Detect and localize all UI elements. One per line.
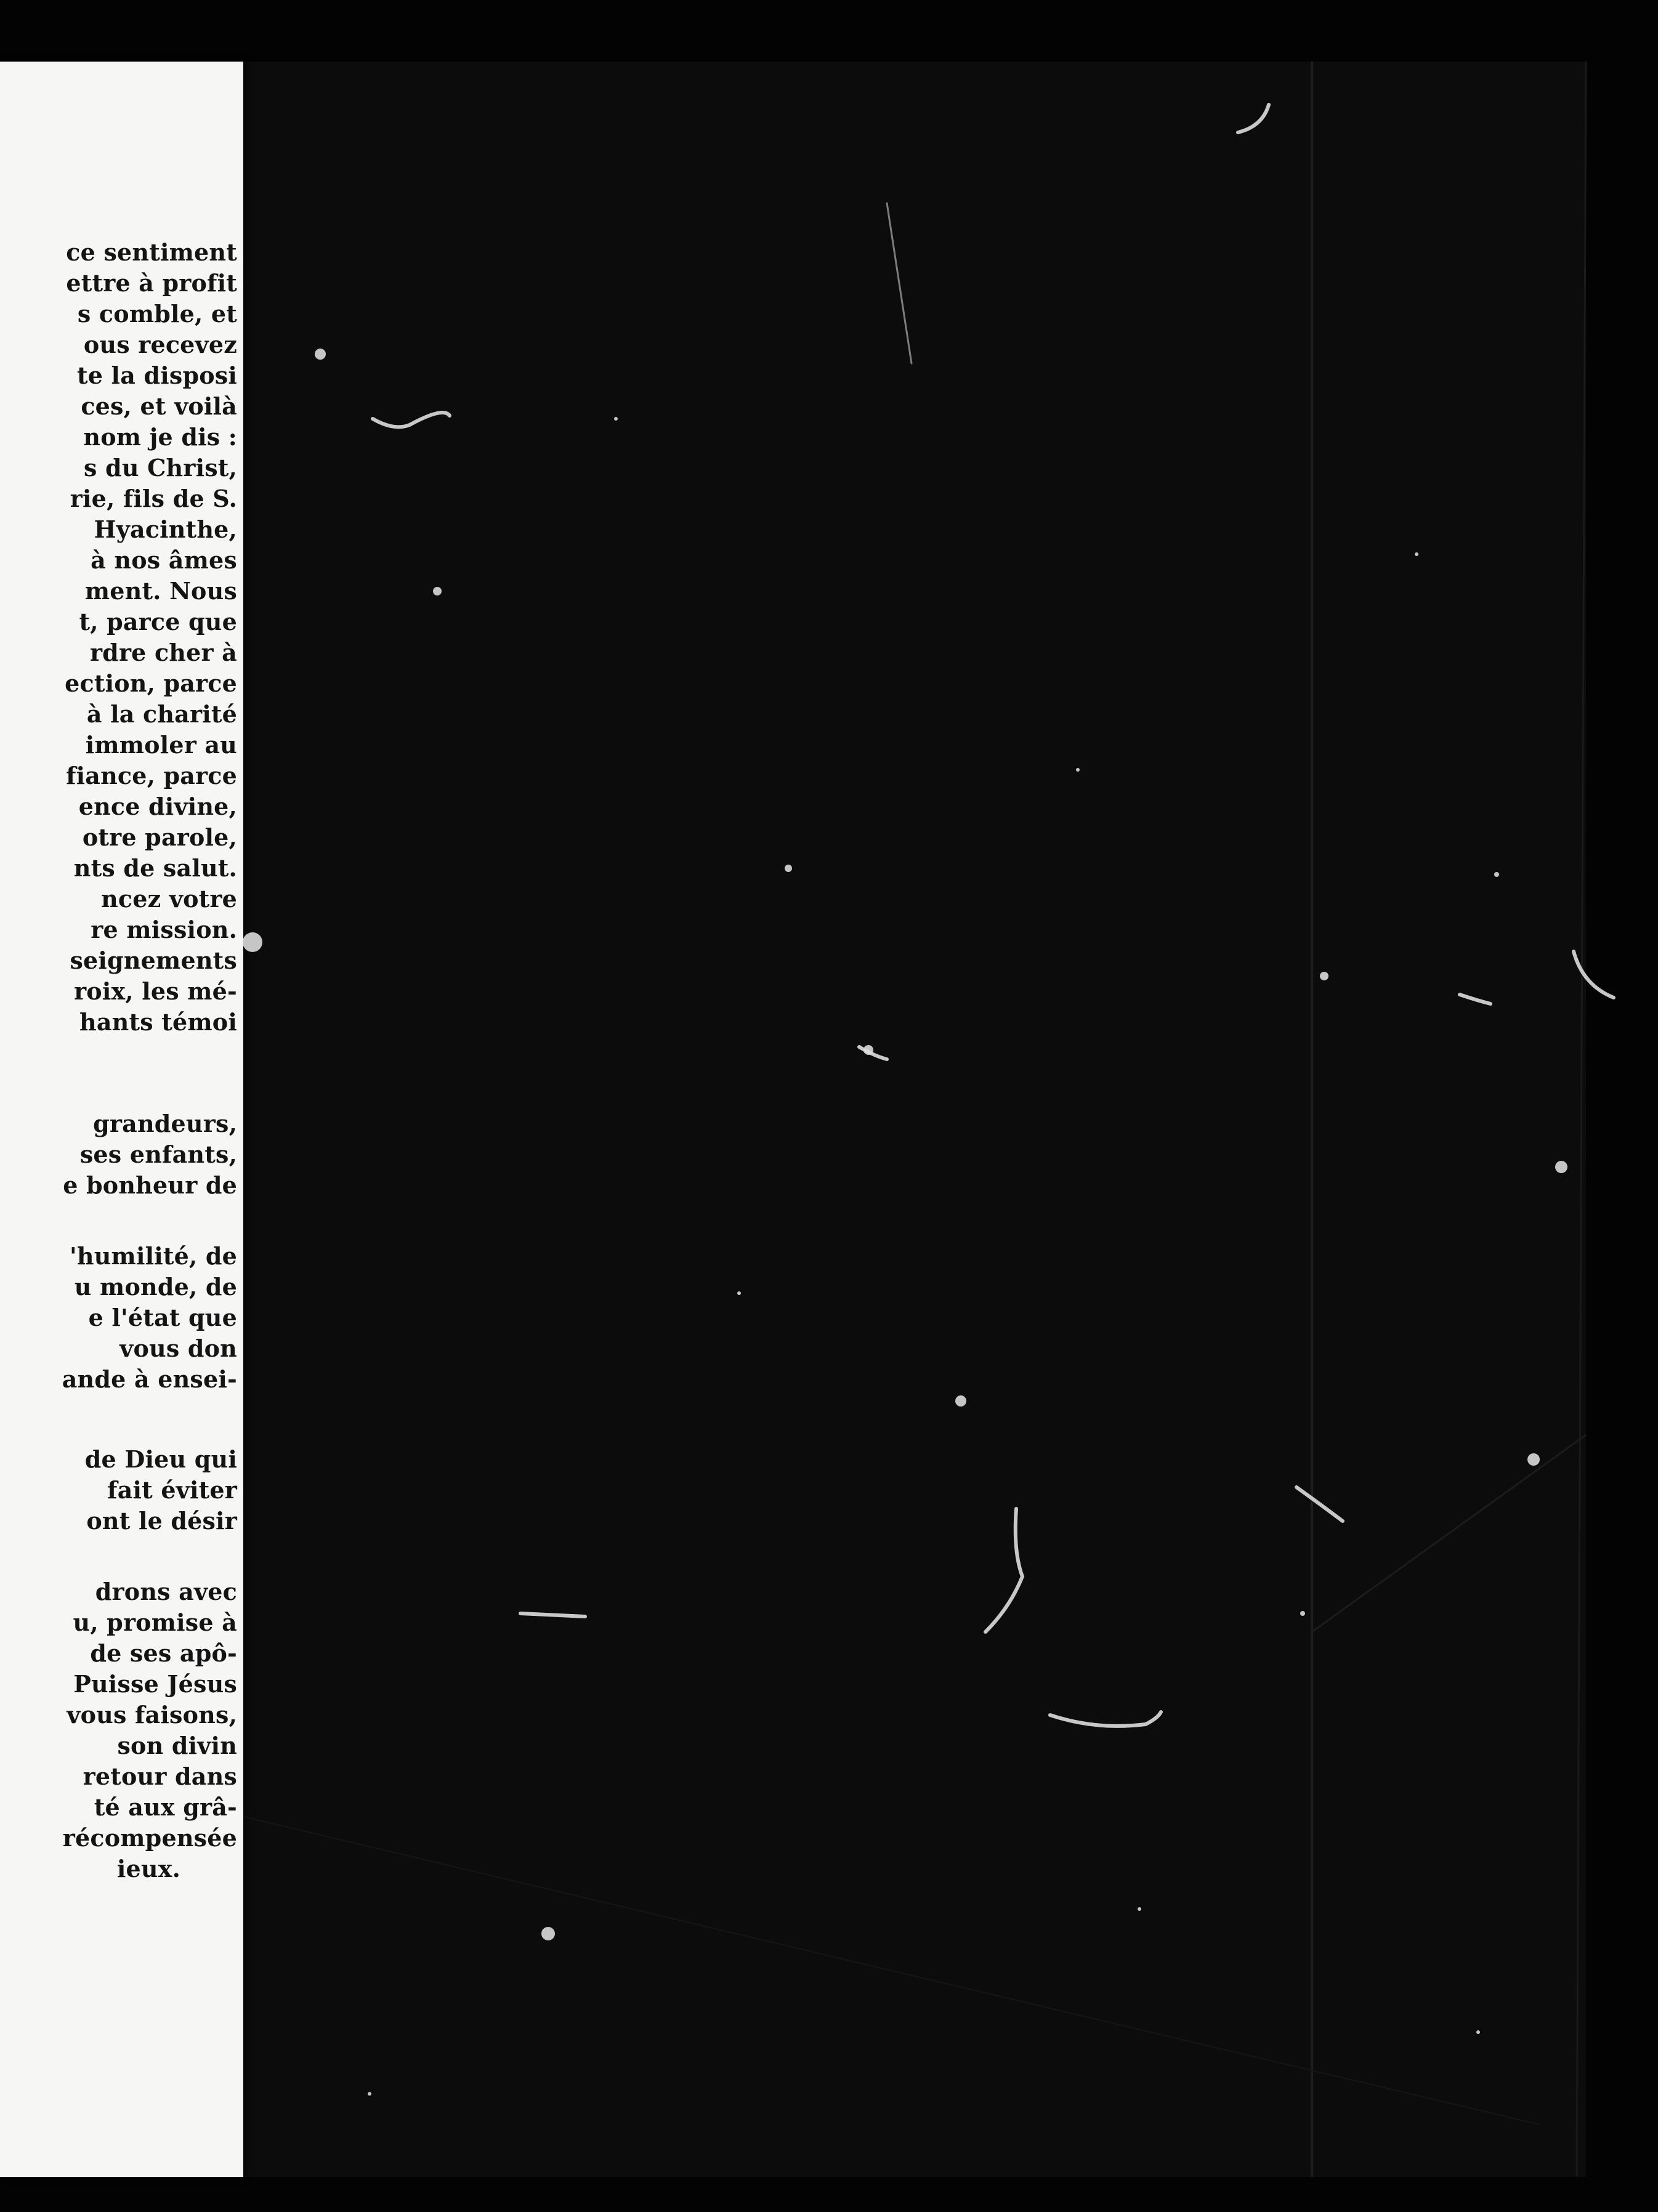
text-line: retour dans xyxy=(83,1762,237,1790)
text-line: Puisse Jésus xyxy=(73,1670,237,1698)
text-line: hants témoi xyxy=(79,1008,237,1036)
text-line: té aux grâ- xyxy=(94,1793,237,1821)
text-line: à nos âmes xyxy=(91,546,237,574)
text-line: récompensée xyxy=(62,1824,237,1852)
text-line: roix, les mé- xyxy=(74,977,237,1005)
text-line: ous recevez xyxy=(83,331,237,358)
text-line: s comble, et xyxy=(77,300,237,328)
text-line: ieux. xyxy=(116,1855,180,1883)
text-line: e bonheur de xyxy=(63,1171,237,1199)
text-line: otre parole, xyxy=(82,823,237,851)
text-line: ettre à profit xyxy=(66,269,237,297)
text-line: ncez votre xyxy=(101,885,237,913)
text-line: ont le désir xyxy=(86,1507,237,1535)
text-line: drons avec xyxy=(95,1578,237,1605)
text-line: ande à ensei- xyxy=(62,1365,237,1393)
text-line: grandeurs, xyxy=(93,1110,237,1137)
text-line: re mission. xyxy=(91,916,237,943)
text-line: ces, et voilà xyxy=(81,392,237,420)
text-line: nom je dis : xyxy=(83,423,237,451)
text-line: immoler au xyxy=(85,731,237,759)
text-line: vous faisons, xyxy=(67,1701,237,1729)
text-line: 'humilité, de xyxy=(70,1242,237,1270)
text-line: e l'état que xyxy=(88,1304,237,1331)
text-line: ment. Nous xyxy=(84,577,237,605)
text-line: à la charité xyxy=(86,700,237,728)
text-line: ence divine, xyxy=(78,793,237,820)
text-line: fait éviter xyxy=(107,1476,237,1504)
text-line: fiance, parce xyxy=(66,762,237,789)
text-line: rdre cher à xyxy=(89,639,237,666)
text-line: u, promise à xyxy=(73,1609,237,1636)
text-line: Hyacinthe, xyxy=(94,515,237,543)
text-line: son divin xyxy=(117,1732,237,1759)
text-line: seignements xyxy=(70,947,237,974)
text-line: ses enfants, xyxy=(79,1140,237,1168)
text-line: vous don xyxy=(119,1334,237,1362)
text-line: de Dieu qui xyxy=(84,1445,237,1473)
text-line: de ses apô- xyxy=(90,1639,237,1667)
text-line: nts de salut. xyxy=(73,854,237,882)
text-line: u monde, de xyxy=(74,1273,237,1301)
text-line: t, parce que xyxy=(79,608,237,636)
text-line: ce sentiment xyxy=(66,238,237,266)
text-line: ection, parce xyxy=(65,669,237,697)
text-line: te la disposi xyxy=(77,361,237,389)
text-line: s du Christ, xyxy=(84,454,237,482)
text-line: rie, fils de S. xyxy=(70,485,237,512)
